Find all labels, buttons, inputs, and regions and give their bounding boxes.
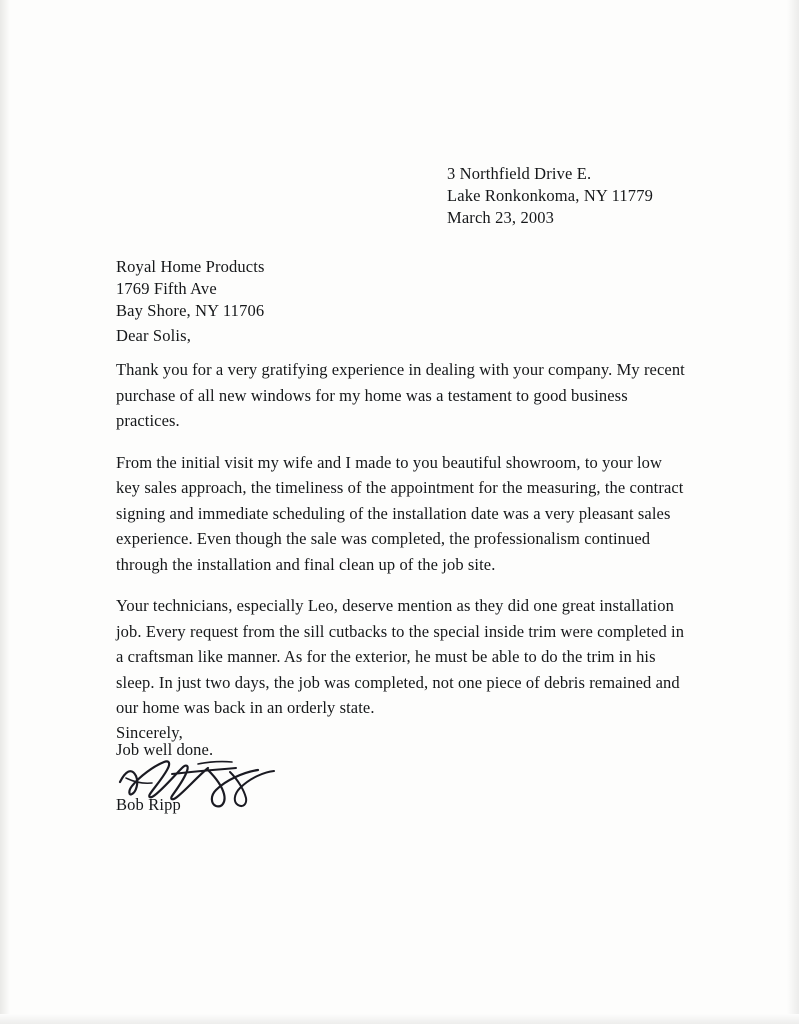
sender-address-line: 3 Northfield Drive E. [447, 164, 592, 183]
salutation: Dear Solis, [116, 326, 191, 345]
signature-name: Bob Ripp [116, 795, 181, 814]
sender-address-line: Lake Ronkonkoma, NY 11779 [447, 186, 653, 205]
recipient-street: 1769 Fifth Ave [116, 279, 217, 298]
paragraph: From the initial visit my wife and I made to you beautiful showroom, to your low key sales approach, the timeliness of the appointment for the measuring, the contract signing and immediate scheduling of the installation date was a very pleasant sales experience. Even though the sale was completed, the professionalism continued through the installation and final clean up of the job site. [116, 452, 684, 574]
recipient-address [116, 256, 265, 322]
sender-address [447, 163, 653, 229]
scan-edge-left [0, 0, 10, 1024]
paragraph: Job well done. [116, 739, 214, 759]
paragraph: Your technicians, especially Leo, deserve mention as they did one great installation job. Every request from the sill cutbacks to the special inside trim were completed in a craftsman like manner. As for the exterior, he must be able to do the trim in his sleep. In just two days, the job was completed, not one piece of debris remained and our home was back in an orderly state. [116, 596, 685, 717]
letter-paragraphs [116, 357, 688, 778]
recipient-city-state-zip: Bay Shore, NY 11706 [116, 301, 265, 320]
paragraph: Thank you for a very gratifying experience in dealing with your company. My recent purchase of all new windows for my home was a testament to good business practices. [116, 360, 685, 430]
closing: Sincerely, [116, 723, 183, 742]
scan-edge-bottom [0, 1014, 799, 1024]
letter-date: March 23, 2003 [447, 208, 555, 227]
recipient-company: Royal Home Products [116, 257, 265, 276]
scan-edge-right [787, 0, 799, 1024]
